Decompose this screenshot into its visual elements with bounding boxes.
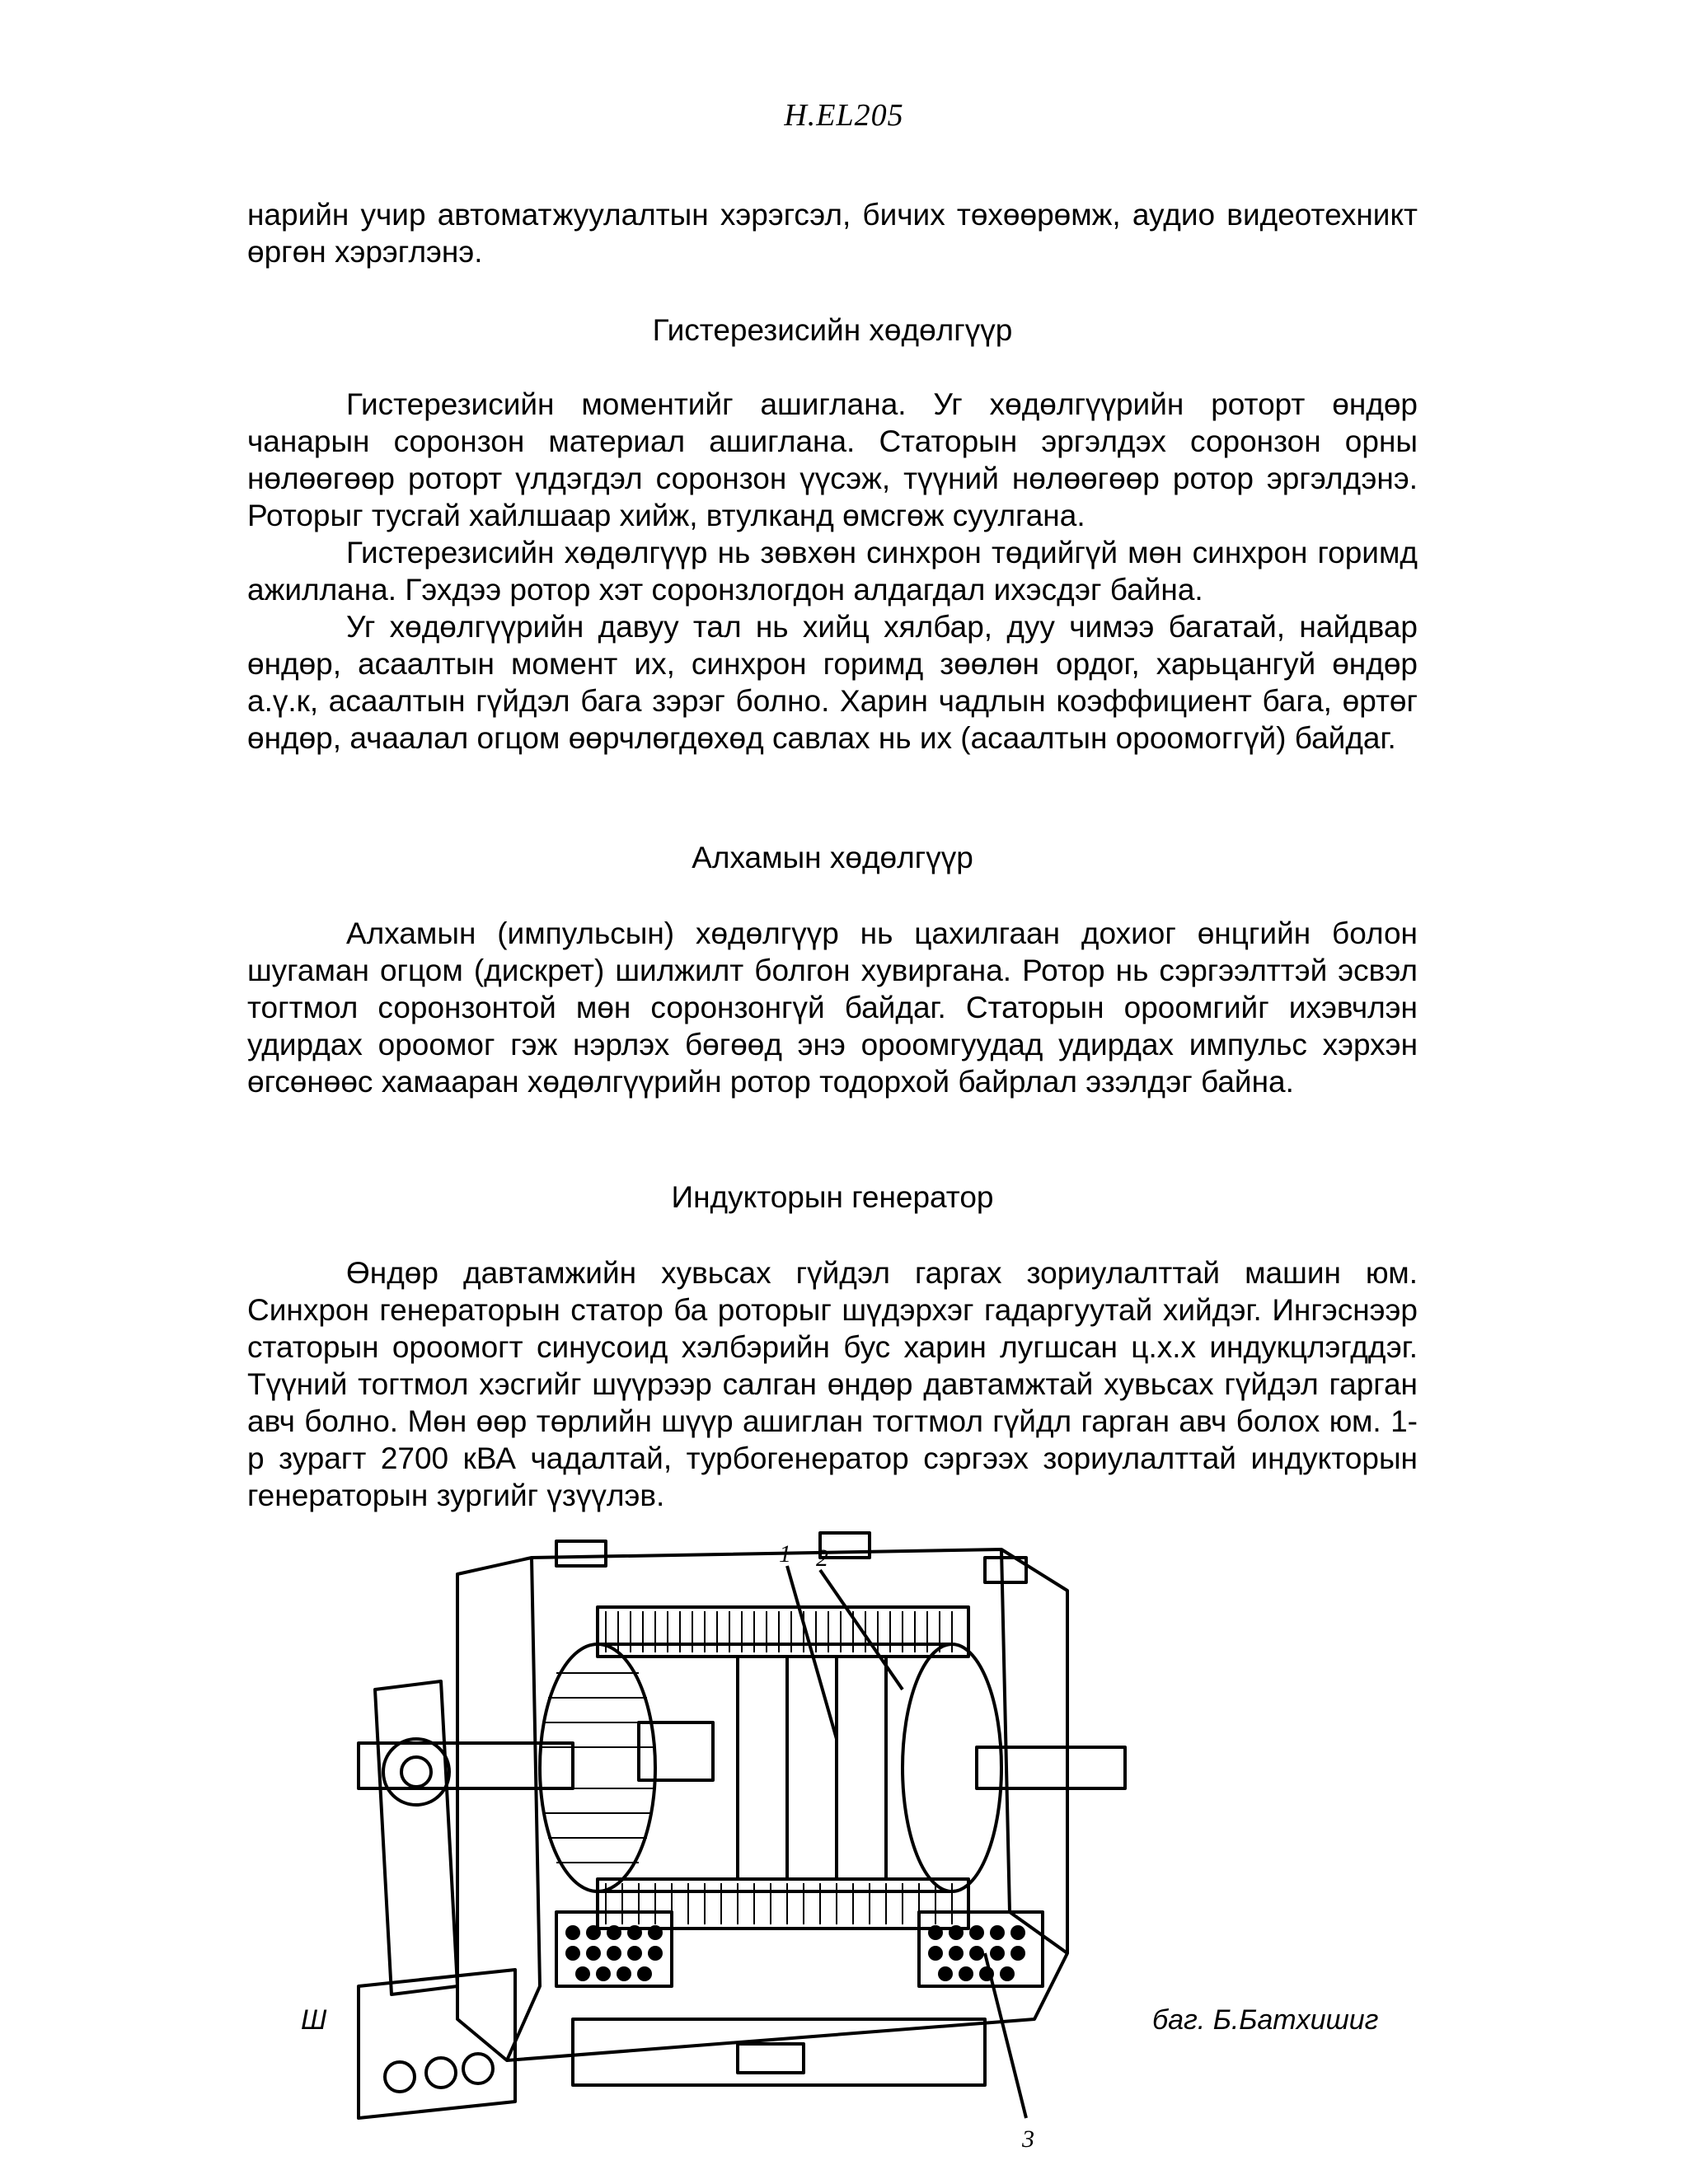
section-heading: Алхамын хөдөлгүүр — [692, 841, 973, 874]
paragraph: Уг хөдөлгүүрийн давуу тал нь хийц хялбар, дуу чимээ багатай, найдвар өндөр, асаалтын момент их, синхрон горимд зөөлөн ордог, харьцангуй өндөр а.ү.к, асаалтын гүйдэл бага зэрэг болно. Харин чадлын коэффициент бага, өртөг өндөр, ачаалал огцом өөрчлөгдөхөд савлах нь их (асаалтын ороомоггүй) байдаг. — [247, 610, 1418, 755]
section-stepper — [247, 839, 1418, 876]
callout-label: 2 — [816, 1544, 828, 1572]
footer-left-text: Ш — [301, 2004, 327, 2036]
footer-author: баг. Б.Батхишиг — [1152, 2004, 1379, 2036]
intro-paragraph: нарийн учир автоматжуулалтын хэрэгсэл, бичих төхөөрөмж, аудио видеотехникт өргөн хэрэглэнэ. — [247, 198, 1418, 269]
section-inductor — [247, 1179, 1418, 1216]
section-inductor-body — [247, 1254, 1418, 1514]
section-heading: Гистерезисийн хөдөлгүүр — [652, 313, 1013, 347]
section-stepper-body — [247, 915, 1418, 1100]
paragraph: Алхамын (импульсын) хөдөлгүүр нь цахилгаан дохиог өнцгийн болон шугаман огцом (дискрет) шилжилт болгон хувиргана. Ротор нь сэргээлттэй эсвэл тогтмол соронзонтой мөн соронзонгүй байдаг. Статорын ороомгийг ихэвчлэн удирдах ороомог гэж нэрлэх бөгөөд энэ ороомгуудад удирдах импульс хэрхэн өгсөнөөс хамааран хөдөлгүүрийн ротор тодорхой байрлал эзэлдэг байна. — [247, 916, 1418, 1099]
section-hysteresis — [247, 312, 1418, 349]
section-heading: Индукторын генератор — [671, 1180, 994, 1214]
intro-block — [247, 196, 1418, 270]
page-header-code: H.EL205 — [784, 98, 904, 133]
generator-illustration — [326, 1525, 1166, 2159]
paragraph: Өндөр давтамжийн хувьсах гүйдэл гаргах зориулалттай машин юм. Синхрон генераторын статор ба роторыг шүдэрхэг гадаргуутай хийдэг. Ингэснээр статорын ороомогт синусоид хэлбэрийн бус харин лугшсан ц.х.х индукцлэгддэг. Түүний тогтмол хэсгийг шүүрээр салган өндөр давтамжтай хувьсах гүйдэл гарган авч болно. Мөн өөр төрлийн шүүр ашиглан тогтмол гүйдл гарган авч болох юм. 1-р зурагт 2700 кВА чадалтай, турбогенератор сэргээх зориулалттай индукторын генераторын зургийг үзүүлэв. — [247, 1256, 1418, 1512]
paragraph: Гистерезисийн хөдөлгүүр нь зөвхөн синхрон төдийгүй мөн синхрон горимд ажиллана. Гэхдээ ротор хэт соронзлогдон алдагдал ихэсдэг байна. — [247, 536, 1418, 607]
callout-label: 1 — [779, 1540, 791, 1568]
callout-label: 3 — [1022, 2125, 1034, 2153]
section-hysteresis-body — [247, 386, 1418, 757]
paragraph: Гистерезисийн моментийг ашиглана. Уг хөдөлгүүрийн роторт өндөр чанарын соронзон материал ашиглана. Статорын эргэлдэх соронзон орны нөлөөгөөр роторт үлдэгдэл соронзон үүсэж, түүний нөлөөгөөр ротор эргэлдэнэ. Роторыг тусгай хайлшаар хийж, втулканд өмсгөж суулгана. — [247, 387, 1418, 532]
